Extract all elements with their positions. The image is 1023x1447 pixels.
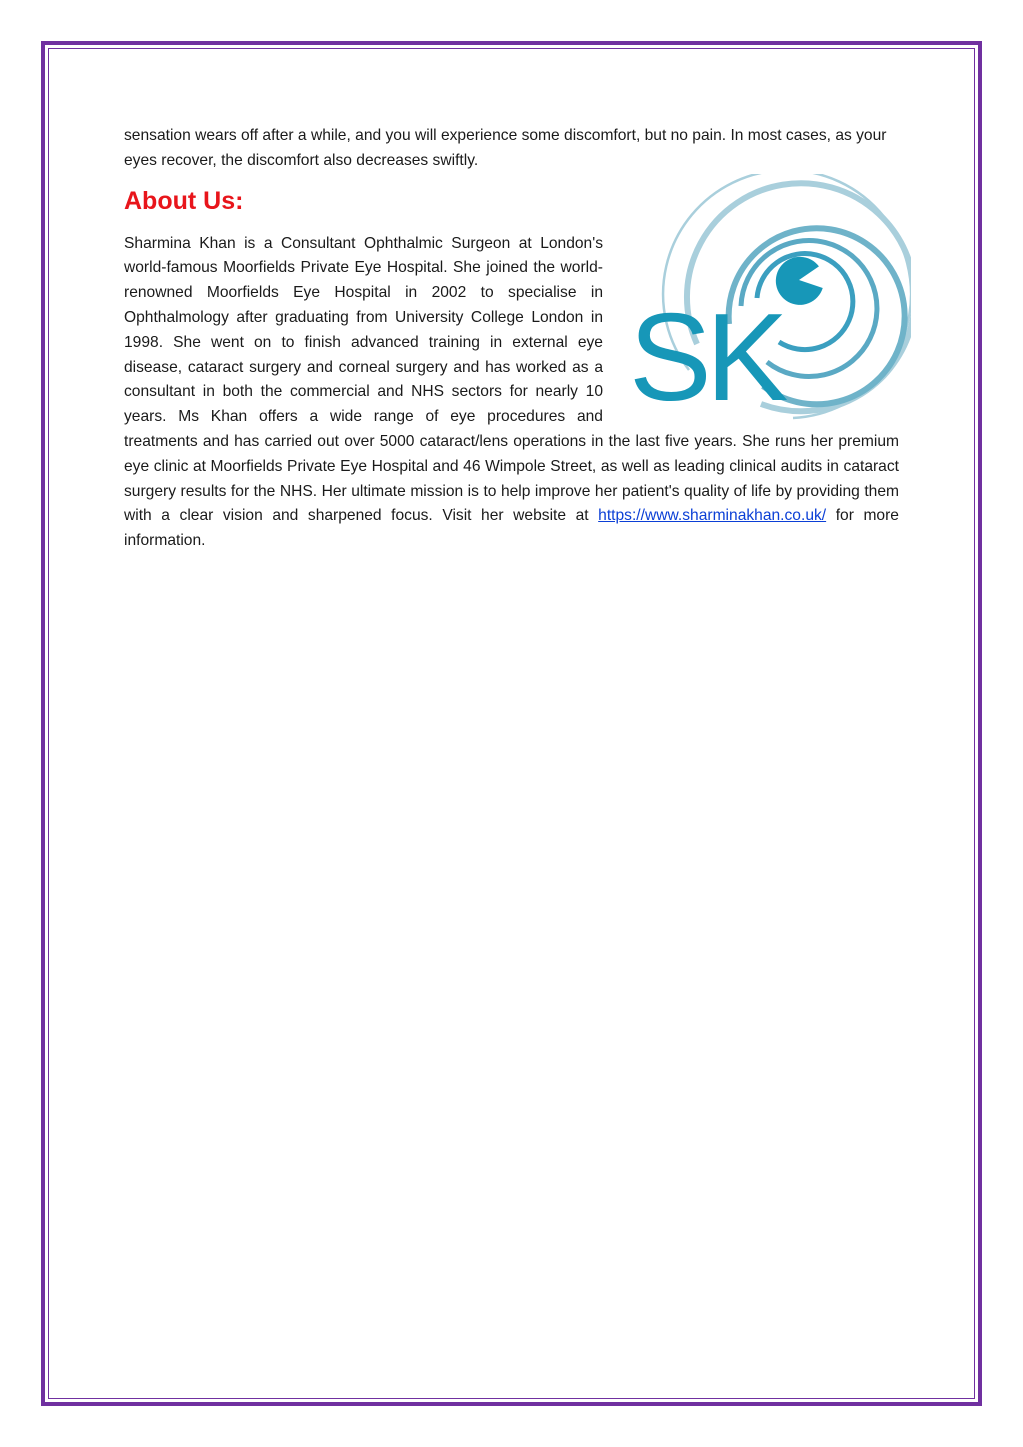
about-section [124, 232, 899, 554]
about-us-heading: About Us: [124, 186, 244, 215]
page-content [124, 124, 899, 554]
bio-text: Sharmina Khan is a Consultant Ophthalmic Surgeon at London's world-famous Moorfields Private Eye Hospital. She joined the world-renowned Moorfields Eye Hospital in 2002 to specialise in Ophthalmology after graduating from University College London in 1998. She went on to finish advanced training in external eye disease, cataract surgery and corneal surgery and has worked as a consultant in both the commercial and NHS sectors for nearly 10 years. Ms Khan offers a wide range of eye procedures and treatments and has carried out over 5000 cataract/lens operations in the last five years. She runs her premium eye clinic at Moorfields Private Eye Hospital and 46 Wimpole Street, as well as leading clinical audits in cataract surgery results for the NHS. Her ultimate mission is to help improve her patient's quality of life by providing them with a clear vision and sharpened focus. Visit her website at [124, 234, 899, 525]
sk-logo-icon [611, 174, 911, 422]
website-link[interactable]: https://www.sharminakhan.co.uk/ [598, 507, 827, 525]
sk-logo-text: SK [629, 288, 783, 422]
bio-closing-text: for more information. [124, 507, 899, 550]
intro-paragraph: sensation wears off after a while, and you will experience some discomfort, but no pain. In most cases, as your eyes recover, the discomfort also decreases swiftly. [124, 127, 887, 169]
